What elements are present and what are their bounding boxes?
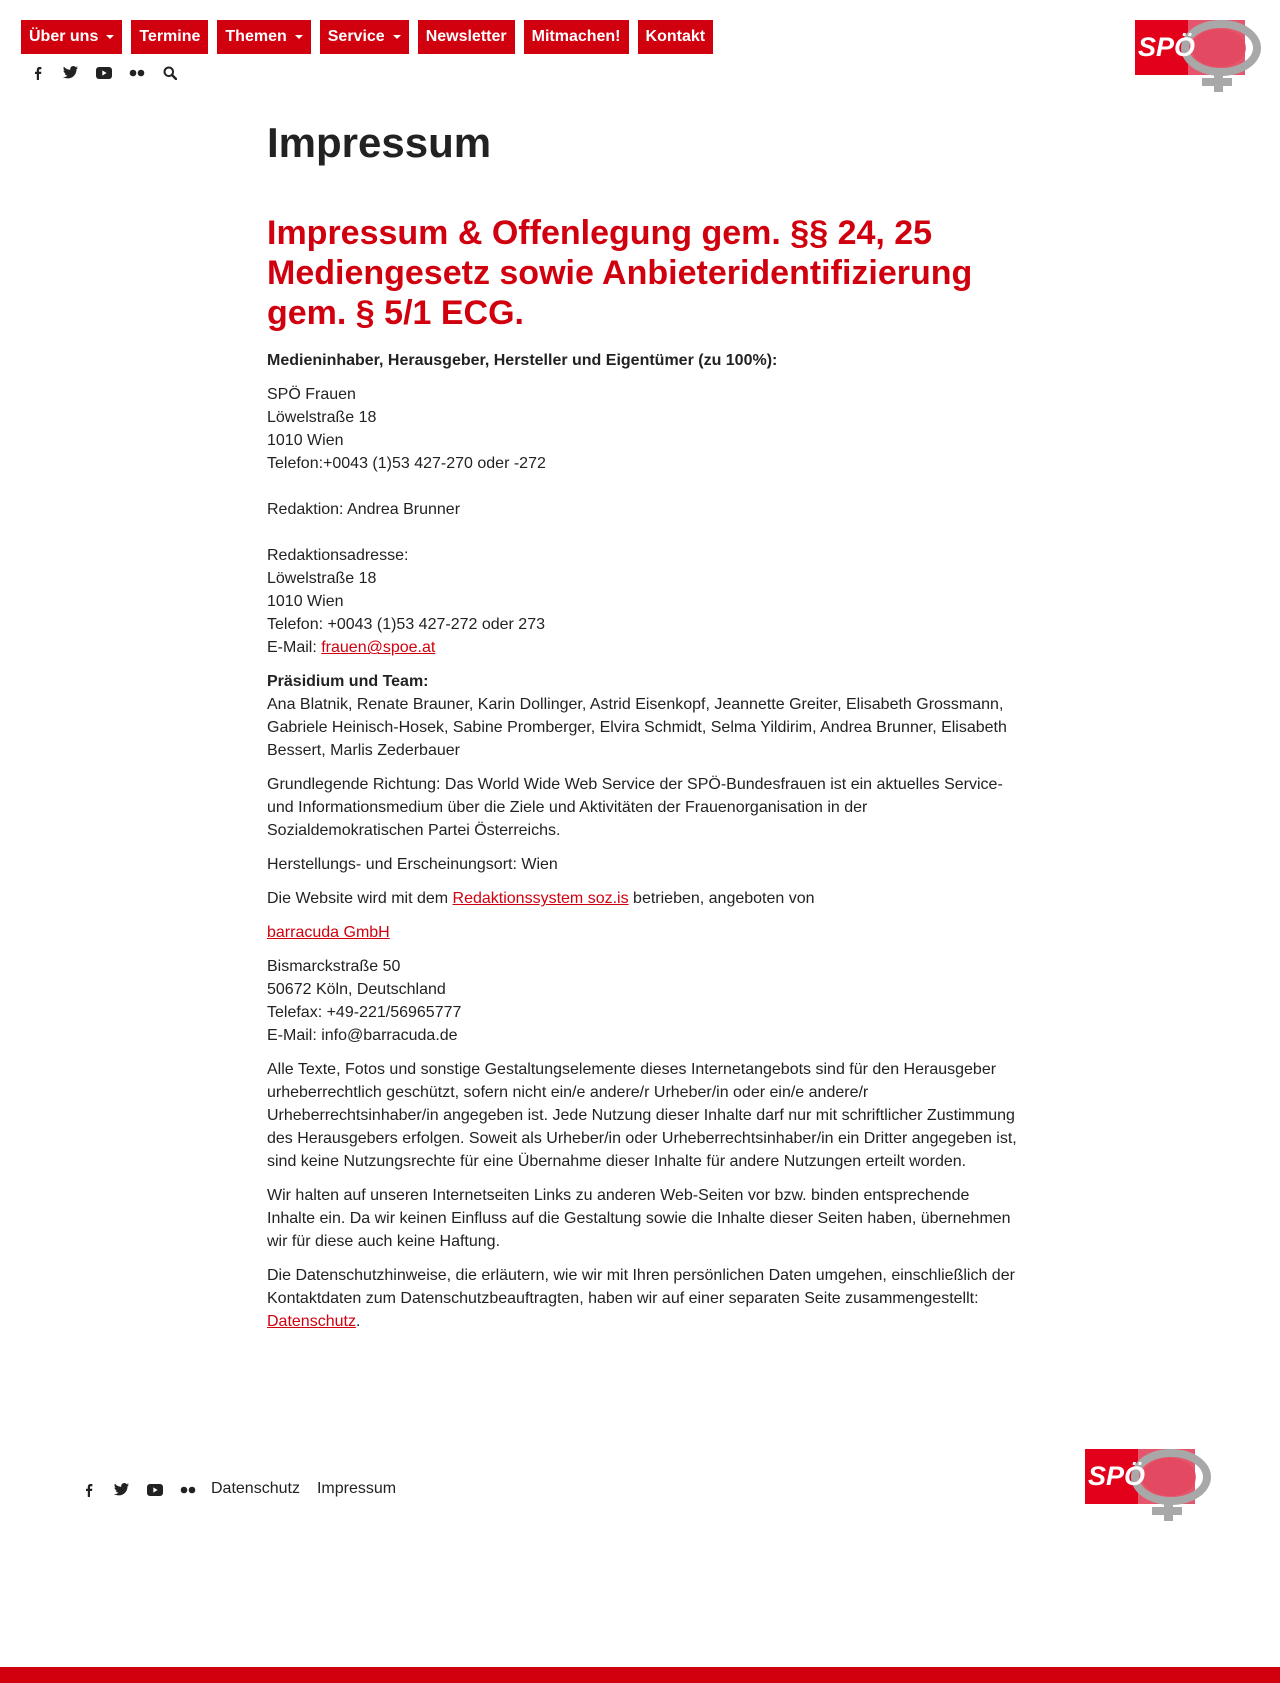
legal-heading: Impressum & Offenlegung gem. §§ 24, 25 Mediengesetz sowie Anbieteridentifizierung gem. § 5/1 ECG. xyxy=(267,214,973,333)
editorial-phone: Telefon: +0043 (1)53 427-272 oder 273 xyxy=(267,616,545,634)
email-label: E-Mail: xyxy=(267,639,322,657)
spoe-frauen-logo[interactable] xyxy=(1135,18,1261,96)
editorial-address-label: Redaktionsadresse: xyxy=(267,547,409,565)
nav-label: Termine xyxy=(139,28,201,45)
header-social-icons xyxy=(28,63,179,82)
cms-text xyxy=(267,887,1017,910)
main-content xyxy=(267,110,1017,1333)
logo-text: SPÖ xyxy=(1088,1461,1146,1491)
nav-label: Mitmachen! xyxy=(531,28,621,45)
cms-link[interactable]: Redaktionssystem soz.is xyxy=(452,890,629,908)
editorial-city: 1010 Wien xyxy=(267,593,344,611)
facebook-icon[interactable] xyxy=(28,63,47,82)
spacer xyxy=(267,475,1017,498)
youtube-icon[interactable] xyxy=(94,63,113,82)
nav-label: Über uns xyxy=(29,28,99,45)
email-link[interactable]: frauen@spoe.at xyxy=(321,639,436,657)
nav-item-ueber-uns[interactable] xyxy=(21,20,122,54)
page-title: Impressum xyxy=(267,119,492,166)
nav-item-termine[interactable] xyxy=(131,20,208,54)
provider-line xyxy=(267,921,1017,944)
nav-label: Service xyxy=(327,28,385,45)
main-navigation xyxy=(21,20,713,54)
nav-label: Kontakt xyxy=(645,28,706,45)
nav-item-themen[interactable] xyxy=(217,20,310,54)
privacy-post: . xyxy=(355,1313,361,1331)
privacy-link[interactable]: Datenschutz xyxy=(267,1313,356,1331)
provider-link[interactable]: barracuda GmbH xyxy=(267,924,390,942)
editor: Redaktion: Andrea Brunner xyxy=(267,501,461,519)
caret-down-icon xyxy=(295,35,303,39)
nav-item-kontakt[interactable] xyxy=(638,20,714,54)
owner-label: Medieninhaber, Herausgeber, Hersteller und Eigentümer (zu 100%): xyxy=(267,352,778,370)
direction-text: Grundlegende Richtung: Das World Wide Web Service der SPÖ-Bundesfrauen ist ein aktuelles Service- und Informationsmedium über die Ziele und Aktivitäten der Frauenorganisation in der Sozialdemokratischen Partei Österreichs. xyxy=(267,776,1003,840)
flickr-icon[interactable] xyxy=(127,63,146,82)
privacy-pre: Die Datenschutzhinweise, die erläutern, wie wir mit Ihren persönlichen Daten umgehen, einschließlich der Kontaktdaten zum Datenschutzbeauftragten, haben wir auf einer separaten Seite zusammengestellt: xyxy=(267,1267,1015,1308)
copyright-text: Alle Texte, Fotos und sonstige Gestaltungselemente dieses Internetangebots sind für den Herausgeber urheberrechtlich geschützt, sofern nicht ein/e andere/r Urheber/in oder ein/e andere/r Urheberrechtsinhaber/in angegeben ist. Jede Nutzung dieser Inhalte darf nur mit schriftlicher Zustimmung des Herausgebers erfolgen. Soweit als Urheber/in oder Urheberrechtsinhaber/in ein Dritter angegeben ist, sind keine Nutzungsrechte für eine Übernahme dieser Inhalte für andere Nutzungen erteilt worden. xyxy=(267,1061,1017,1171)
caret-down-icon xyxy=(106,35,114,39)
caret-down-icon xyxy=(393,35,401,39)
nav-item-newsletter[interactable] xyxy=(418,20,515,54)
logo-text: SPÖ xyxy=(1138,32,1196,62)
owner-address xyxy=(267,383,1017,659)
team-label: Präsidium und Team: xyxy=(267,673,429,691)
twitter-icon[interactable] xyxy=(61,63,80,82)
search-icon[interactable] xyxy=(160,63,179,82)
cms-pre: Die Website wird mit dem xyxy=(267,890,453,908)
bottom-accent-bar xyxy=(0,1667,1280,1683)
place-text: Herstellungs- und Erscheinungsort: Wien xyxy=(267,856,558,874)
owner-city: 1010 Wien xyxy=(267,432,344,450)
youtube-icon[interactable] xyxy=(145,1480,164,1499)
provider-address xyxy=(267,955,1017,1047)
nav-item-mitmachen[interactable] xyxy=(524,20,629,54)
spacer xyxy=(267,521,1017,544)
owner-phone: Telefon:+0043 (1)53 427-270 oder -272 xyxy=(267,455,546,473)
footer-links xyxy=(211,1480,396,1498)
owner-street: Löwelstraße 18 xyxy=(267,409,377,427)
provider-email: E-Mail: info@barracuda.de xyxy=(267,1027,458,1045)
footer-link-datenschutz[interactable]: Datenschutz xyxy=(211,1480,300,1497)
footer-link-impressum[interactable]: Impressum xyxy=(316,1480,397,1497)
footer-spoe-frauen-logo[interactable] xyxy=(1085,1447,1211,1525)
flickr-icon[interactable] xyxy=(178,1480,197,1499)
provider-fax: Telefax: +49-221/56965777 xyxy=(267,1004,462,1022)
footer-social-icons xyxy=(79,1480,197,1499)
team-members: Ana Blatnik, Renate Brauner, Karin Dollinger, Astrid Eisenkopf, Jeannette Greiter, Elisabeth Grossmann, Gabriele Heinisch-Hosek, Sabine Promberger, Elvira Schmidt, Selma Yildirim, Andrea Brunner, Elisabeth Bessert, Marlis Zederbauer xyxy=(267,696,1007,760)
facebook-icon[interactable] xyxy=(79,1480,98,1499)
privacy-text xyxy=(267,1264,1017,1333)
twitter-icon[interactable] xyxy=(112,1480,131,1499)
owner-name: SPÖ Frauen xyxy=(267,386,356,404)
nav-item-service[interactable] xyxy=(320,20,409,54)
nav-label: Themen xyxy=(225,28,287,45)
editorial-email-line xyxy=(267,636,1017,659)
provider-city: 50672 Köln, Deutschland xyxy=(267,981,446,999)
nav-label: Newsletter xyxy=(425,28,507,45)
cms-post: betrieben, angeboten von xyxy=(628,890,815,908)
links-disclaimer-text: Wir halten auf unseren Internetseiten Links zu anderen Web-Seiten vor bzw. binden entsprechende Inhalte ein. Da wir keinen Einfluss auf die Gestaltung sowie die Inhalte dieser Seiten haben, übernehmen wir für diese auch keine Haftung. xyxy=(267,1187,1011,1251)
editorial-street: Löwelstraße 18 xyxy=(267,570,377,588)
provider-street: Bismarckstraße 50 xyxy=(267,958,401,976)
team-section xyxy=(267,670,1017,762)
